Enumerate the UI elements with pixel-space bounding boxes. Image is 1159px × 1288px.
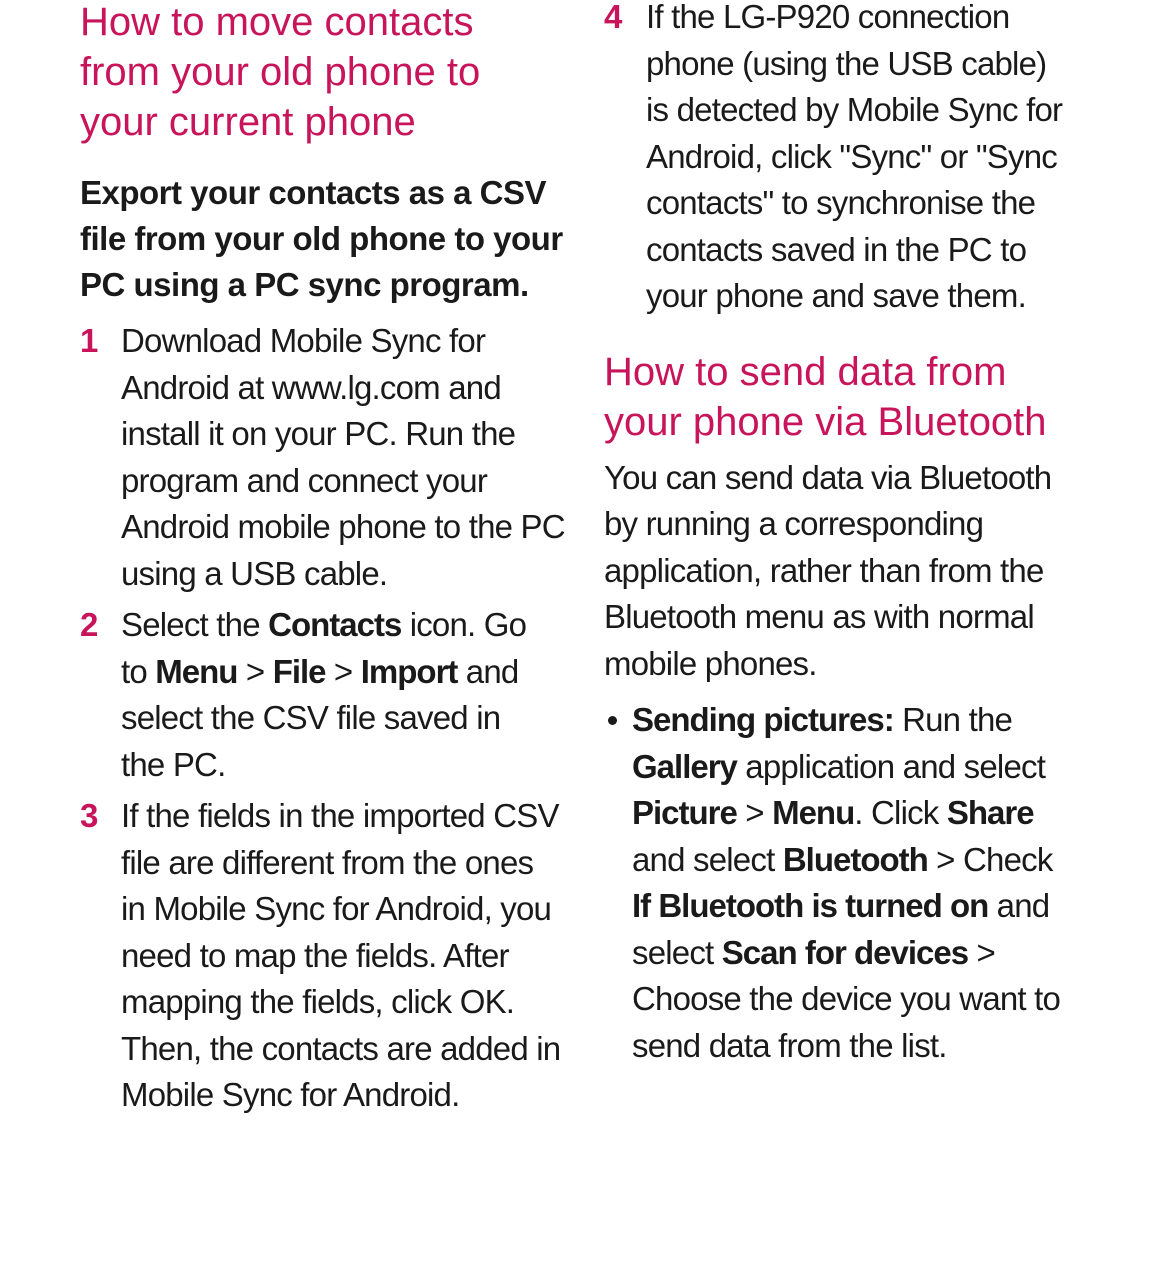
text-line: by running a corresponding — [604, 505, 984, 542]
text-line: program and connect your — [121, 461, 488, 499]
text-run: > — [968, 933, 995, 971]
text-line: Download Mobile Sync for — [121, 322, 486, 359]
text-line: in Mobile Sync for Android, you — [121, 890, 552, 927]
text-line: contacts saved in the PC to — [646, 230, 1027, 268]
heading-line: How to move contacts — [80, 0, 474, 44]
right-column — [604, 0, 1144, 1069]
step-number: 1 — [80, 322, 98, 359]
heading-line: How to send data from — [604, 349, 1007, 394]
sending-pictures-bullet — [604, 697, 1144, 1069]
file-label: File — [272, 652, 326, 690]
menu-label: Menu — [772, 794, 855, 831]
text-run: > — [237, 652, 273, 690]
heading-line: your current phone — [80, 100, 416, 144]
scan-devices-label: Scan for devices — [721, 933, 969, 971]
text-run: application and select — [736, 747, 1046, 785]
text-line: select the CSV file saved in — [121, 699, 501, 736]
text-line: using a USB cable. — [121, 554, 388, 592]
text-run: > — [325, 652, 361, 690]
step-1 — [80, 318, 570, 597]
text-line — [121, 649, 570, 696]
text-line: If the LG-P920 connection — [646, 0, 1010, 35]
text-line — [632, 697, 1144, 744]
subheading-line: Export your contacts as a CSV — [80, 174, 546, 211]
step-text — [121, 793, 570, 1119]
text-line — [632, 883, 1144, 930]
subheading-line: file from your old phone to your — [80, 220, 563, 257]
export-subheading — [80, 170, 570, 308]
text-run: and — [988, 887, 1050, 924]
heading-line: your phone via Bluetooth — [604, 399, 1047, 444]
text-run: and select — [632, 840, 783, 878]
text-line: You can send data via Bluetooth — [604, 458, 1052, 496]
text-line — [632, 930, 1144, 977]
sending-pictures-label: Sending pictures: — [632, 701, 894, 738]
text-run: and — [457, 652, 519, 690]
section-heading-bluetooth — [604, 347, 1144, 447]
step-number: 2 — [80, 606, 98, 643]
text-line: is detected by Mobile Sync for — [646, 91, 1063, 128]
step-3 — [80, 793, 570, 1119]
text-run: select — [632, 933, 722, 971]
bullet-dot-icon — [608, 716, 617, 725]
gallery-label: Gallery — [632, 747, 737, 785]
text-run: icon. Go — [401, 606, 527, 643]
share-label: Share — [946, 794, 1034, 831]
step-4-container — [604, 0, 1144, 320]
text-line: the PC. — [121, 745, 226, 783]
text-line: Then, the contacts are added in — [121, 1029, 561, 1067]
text-run: to — [121, 652, 156, 690]
text-line: Android mobile phone to the PC — [121, 508, 565, 545]
step-4 — [604, 0, 1144, 320]
step-text — [121, 602, 570, 788]
text-run: > Check — [927, 840, 1053, 878]
text-line: application, rather than from the — [604, 551, 1044, 589]
text-line: Bluetooth menu as with normal — [604, 598, 1034, 635]
text-line: install it on your PC. Run the — [121, 415, 516, 452]
step-number: 4 — [604, 0, 622, 35]
text-line: Choose the device you want to — [632, 980, 1061, 1017]
bluetooth-label: Bluetooth — [782, 840, 928, 878]
text-line: mobile phones. — [604, 644, 817, 682]
bluetooth-on-label: If Bluetooth is turned on — [632, 887, 989, 924]
step-number: 3 — [80, 797, 98, 834]
heading-line: from your old phone to — [80, 50, 481, 94]
text-line: Android, click "Sync" or "Sync — [646, 137, 1057, 175]
subheading-line: PC using a PC sync program. — [80, 266, 529, 303]
step-text — [646, 0, 1144, 320]
text-line: phone (using the USB cable) — [646, 44, 1047, 82]
steps-list — [80, 318, 570, 1119]
step-text — [121, 318, 570, 597]
section-heading-move-contacts — [80, 0, 570, 147]
text-line: contacts" to synchronise the — [646, 184, 1036, 221]
menu-label: Menu — [155, 652, 238, 690]
text-line — [632, 837, 1144, 884]
text-run: Select the — [121, 606, 269, 643]
step-2 — [80, 602, 570, 788]
text-run: . Click — [854, 794, 947, 831]
text-run: > — [736, 794, 773, 831]
text-line — [632, 744, 1144, 791]
bullet-text — [632, 697, 1144, 1069]
text-line: your phone and save them. — [646, 277, 1026, 314]
text-line: mapping the fields, click OK. — [121, 983, 515, 1020]
picture-label: Picture — [632, 794, 737, 831]
text-line — [632, 790, 1144, 837]
text-line: send data from the list. — [632, 1026, 947, 1064]
contacts-label: Contacts — [268, 606, 402, 643]
text-line: Mobile Sync for Android. — [121, 1076, 460, 1113]
text-line: file are different from the ones — [121, 843, 534, 881]
left-column — [80, 0, 570, 1119]
text-run: Run the — [893, 701, 1013, 738]
text-line: Android at www.lg.com and — [121, 368, 501, 406]
text-line: If the fields in the imported CSV — [121, 797, 559, 834]
bluetooth-intro — [604, 455, 1144, 688]
text-line — [121, 602, 570, 649]
import-label: Import — [360, 652, 458, 690]
text-line: need to map the fields. After — [121, 936, 509, 974]
